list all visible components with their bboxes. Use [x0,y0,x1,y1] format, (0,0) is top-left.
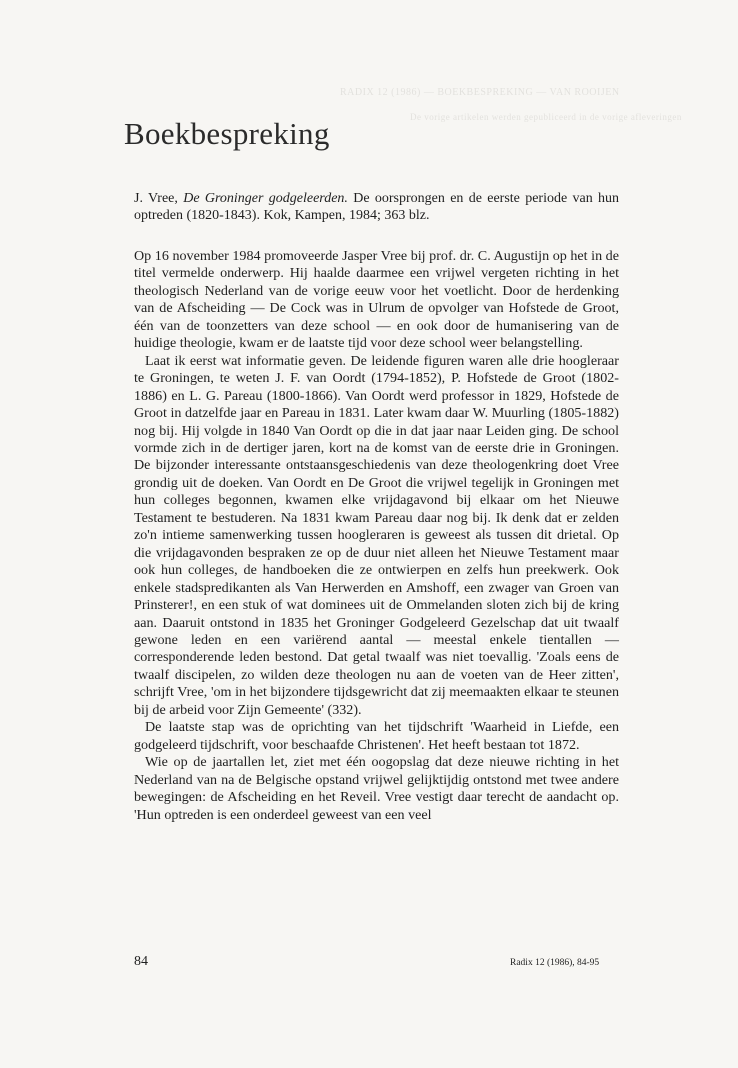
journal-reference: Radix 12 (1986), 84-95 [510,958,600,968]
citation-book-title: De Groninger godgeleerden. [183,191,348,206]
citation-author: J. Vree, [134,191,178,206]
page-number: 84 [134,954,148,969]
page-title: Boekbespreking [124,116,330,151]
paragraph-4: Wie op de jaartallen let, ziet met één oogopslag dat deze nieuwe richting in het Nederland van na de Belgische opstand vrijwel gelijktijdig ontstond met twee andere bewegingen: de Afscheiding en het Reveil. Vree vestigt daar terecht de aandacht op. 'Hun optreden is een onderdeel geweest van een veel [134,754,619,823]
bleed-through-text-2: De vorige artikelen werden gepubliceerd in de vorige afleveringen [410,112,682,122]
paragraph-1: Op 16 november 1984 promoveerde Jasper Vree bij prof. dr. C. Augustijn op het in de titel vermelde onderwerp. Hij haalde daarmee een vrijwel vergeten richting in het theologisch Nederland van de vorige eeuw voor het voetlicht. Door de herdenking van de Afscheiding — De Cock was in Ulrum de opvolger van Hofstede de Groot, één van de toonzetters van deze school — en ook door de humanisering van de huidige theologie, kwam er de laatste tijd voor deze school weer belangstelling. [134,248,619,352]
bleed-through-text-1: RADIX 12 (1986) — BOEKBESPREKING — VAN ROOIJEN [340,87,620,98]
paragraph-2: Laat ik eerst wat informatie geven. De leidende figuren waren alle drie hoogleraar te Groningen, te weten J. F. van Oordt (1794-1852), P. Hofstede de Groot (1802-1886) en L. G. Pareau (1800-1866). Van Oordt werd professor in 1829, Hofstede de Groot in datzelfde jaar en Pareau in 1831. Later kwam daar W. Muurling (1805-1882) nog bij. Hij volgde in 1840 Van Oordt op die in dat jaar naar Leiden ging. De school vormde zich in de dertiger jaren, kort na de komst van de eerste drie in Groningen. De bijzonder interessante ontstaansgeschiedenis van deze theologenkring doet Vree grondig uit de doeken. Van Oordt en De Groot die vrijwel tegelijk in Groningen met hun colleges begonnen, kwamen elke vrijdagavond bij elkaar om het Nieuwe Testament te bestuderen. Na 1831 kwam Pareau daar nog bij. Ik denk dat er zelden zo'n intieme samenwerking tussen hoogleraren is geweest als tussen dit drietal. Op die vrijdagavonden bespraken ze op de duur niet alleen het Nieuwe Testament maar ook hun colleges, de handboeken die ze ontwierpen en zelfs hun preekwerk. Ook enkele stadspredikanten als Van Herwerden en Amshoff, een zwager van Groen van Prinsterer!, en een stuk of wat dominees uit de Ommelanden sloten zich bij de kring aan. Daaruit ontstond in 1835 het Groninger Godgeleerd Gezelschap dat uit twaalf gewone leden en een variërend aantal — meestal enkele tientallen — corresponderende leden bestond. Dat getal twaalf was niet toevallig. 'Zoals eens de twaalf discipelen, zo wilden deze theologen nu aan de voeten van de Heer zitten', schrijft Vree, 'om in het bijzondere tijdsgewricht dat zij meemaakten elkaar te steunen bij de arbeid voor Zijn Gemeente' (332). [134,352,619,718]
review-body [134,248,619,824]
citation-details: De oorsprongen en de eerste periode van hun optreden (1820-1843). Kok, Kampen, 1984; 363 blz. [134,191,620,223]
paragraph-3: De laatste stap was de oprichting van het tijdschrift 'Waarheid in Liefde, een godgeleerd tijdschrift, voor beschaafde Christenen'. Het heeft bestaan tot 1872. [134,719,619,753]
book-citation [134,190,619,224]
